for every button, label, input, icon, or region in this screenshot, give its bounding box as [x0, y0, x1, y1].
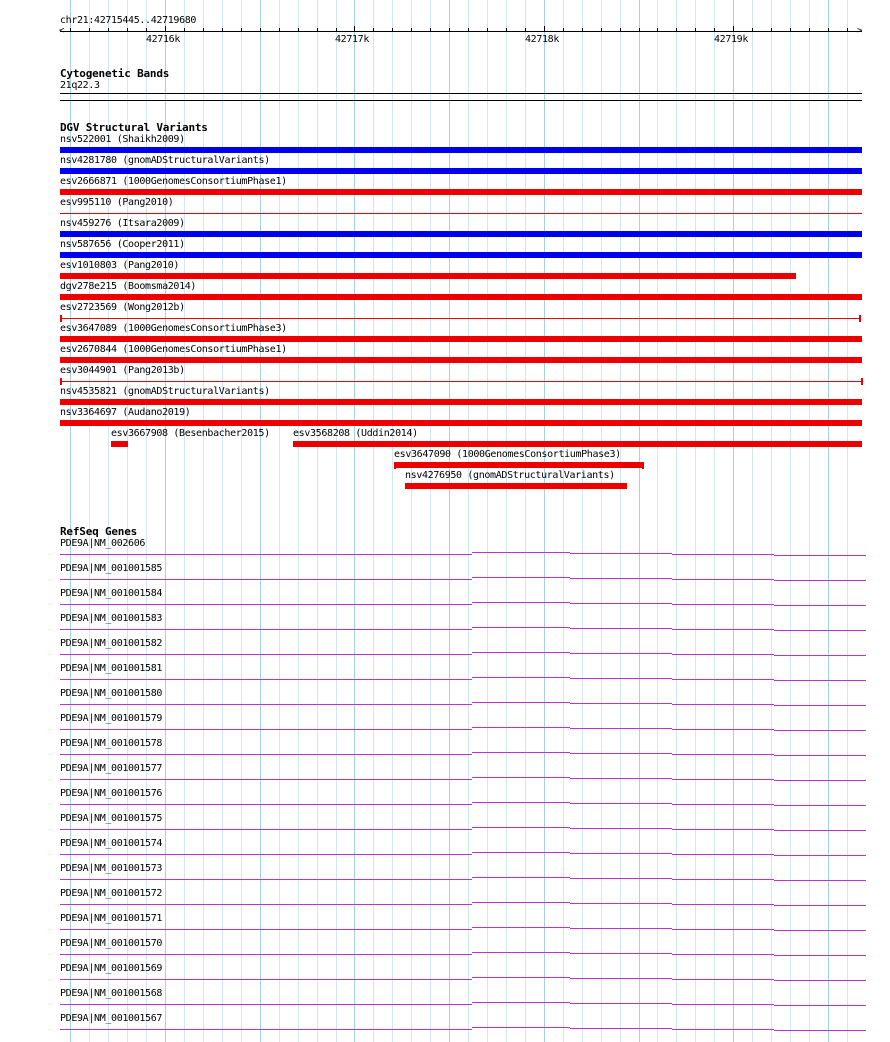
grid-line-major [828, 0, 829, 1042]
ruler-major-tick [544, 26, 545, 32]
gene-line[interactable] [774, 730, 866, 731]
gene-line[interactable] [60, 704, 472, 705]
gene-line[interactable] [672, 1004, 774, 1005]
dgv-feature-bar[interactable] [60, 273, 796, 279]
gene-line[interactable] [570, 1003, 672, 1004]
gene-line[interactable] [472, 852, 570, 853]
gene-line[interactable] [774, 630, 866, 631]
ruler-minor-tick [298, 28, 299, 32]
gene-line[interactable] [472, 1002, 570, 1003]
ruler-minor-tick [317, 28, 318, 32]
ruler-minor-tick [222, 28, 223, 32]
cytoband-track-title: Cytogenetic Bands [60, 67, 170, 80]
gene-label: PDE9A|NM_002606 [60, 538, 146, 549]
gene-line[interactable] [672, 929, 774, 930]
gene-line[interactable] [774, 580, 866, 581]
gene-line[interactable] [60, 779, 472, 780]
gene-line[interactable] [472, 952, 570, 953]
ruler-tick-label: 42717k [335, 34, 370, 45]
dgv-feature-label: esv2723569 (Wong2012b) [60, 302, 185, 313]
gene-label: PDE9A|NM_001001578 [60, 738, 163, 749]
gene-line[interactable] [774, 705, 866, 706]
gene-line[interactable] [672, 629, 774, 630]
dgv-feature-bar[interactable] [60, 213, 862, 214]
gene-line[interactable] [570, 628, 672, 629]
ruler-minor-tick [790, 28, 791, 32]
dgv-feature-bar[interactable] [60, 381, 862, 382]
dgv-feature-label: esv3568208 (Uddin2014) [293, 428, 418, 439]
ruler-minor-tick [582, 28, 583, 32]
grid-line-minor [620, 0, 621, 1042]
gene-label: PDE9A|NM_001001572 [60, 888, 163, 899]
grid-line-minor [411, 0, 412, 1042]
dgv-feature-label: esv2670844 (1000GenomesConsortiumPhase1) [60, 344, 287, 355]
ruler-minor-tick [657, 28, 658, 32]
ruler-minor-tick [487, 28, 488, 32]
gene-line[interactable] [672, 554, 774, 555]
ruler-minor-tick [620, 28, 621, 32]
gene-line[interactable] [60, 629, 472, 630]
gene-line[interactable] [672, 1029, 774, 1030]
gene-label: PDE9A|NM_001001581 [60, 663, 163, 674]
grid-line-minor [695, 0, 696, 1042]
gene-line[interactable] [60, 904, 472, 905]
gene-line[interactable] [60, 754, 472, 755]
ruler-minor-tick [695, 28, 696, 32]
dgv-feature-bar[interactable] [394, 462, 643, 468]
grid-line-minor [525, 0, 526, 1042]
dgv-feature-label: nsv4276950 (gnomADStructuralVariants) [405, 470, 615, 481]
ruler-minor-tick [525, 28, 526, 32]
gene-line[interactable] [672, 904, 774, 905]
gene-line[interactable] [570, 978, 672, 979]
gene-label: PDE9A|NM_001001568 [60, 988, 163, 999]
gene-line[interactable] [774, 805, 866, 806]
dgv-feature-bar[interactable] [60, 399, 862, 405]
dgv-feature-bar[interactable] [60, 294, 862, 300]
ruler-minor-tick [184, 28, 185, 32]
gene-line[interactable] [472, 777, 570, 778]
ruler-major-tick [165, 26, 166, 32]
dgv-feature-label: esv995110 (Pang2010) [60, 197, 174, 208]
grid-line-minor [809, 0, 810, 1042]
gene-line[interactable] [774, 955, 866, 956]
gene-label: PDE9A|NM_001001584 [60, 588, 163, 599]
gene-line[interactable] [774, 1030, 866, 1031]
gene-line[interactable] [672, 854, 774, 855]
ruler-minor-tick [373, 28, 374, 32]
ruler-left-arrow-icon: < [59, 26, 65, 36]
gene-line[interactable] [472, 552, 570, 553]
ruler-minor-tick [279, 28, 280, 32]
gene-line[interactable] [60, 954, 472, 955]
gene-line[interactable] [774, 555, 866, 556]
refseq-track-title: RefSeq Genes [60, 525, 138, 538]
gene-line[interactable] [570, 1028, 672, 1029]
dgv-feature-label: nsv459276 (Itsara2009) [60, 218, 185, 229]
gene-line[interactable] [60, 829, 472, 830]
gene-line[interactable] [60, 679, 472, 680]
ruler-tick-label: 42718k [525, 34, 560, 45]
dgv-feature-bar[interactable] [60, 252, 862, 258]
ruler-minor-tick [563, 28, 564, 32]
gene-label: PDE9A|NM_001001576 [60, 788, 163, 799]
gene-line[interactable] [570, 953, 672, 954]
gene-line[interactable] [472, 802, 570, 803]
gene-line[interactable] [672, 779, 774, 780]
dgv-feature-end-cap [60, 378, 62, 385]
gene-line[interactable] [672, 829, 774, 830]
dgv-feature-label: dgv278e215 (Boomsma2014) [60, 281, 197, 292]
dgv-feature-bar[interactable] [60, 336, 862, 342]
grid-line-minor [657, 0, 658, 1042]
grid-line-minor [487, 0, 488, 1042]
gene-line[interactable] [774, 830, 866, 831]
gene-line[interactable] [60, 879, 472, 880]
dgv-feature-label: nsv4281780 (gnomADStructuralVariants) [60, 155, 270, 166]
ruler-minor-tick [752, 28, 753, 32]
grid-line-minor [601, 0, 602, 1042]
gene-line[interactable] [672, 604, 774, 605]
gene-line[interactable] [472, 602, 570, 603]
gene-line[interactable] [570, 853, 672, 854]
ruler-minor-tick [203, 28, 204, 32]
gene-line[interactable] [472, 677, 570, 678]
gene-line[interactable] [672, 704, 774, 705]
gene-line[interactable] [570, 828, 672, 829]
ruler-minor-tick [241, 28, 242, 32]
grid-line-minor [468, 0, 469, 1042]
ruler-minor-tick [127, 28, 128, 32]
gene-label: PDE9A|NM_001001577 [60, 763, 163, 774]
gene-line[interactable] [570, 703, 672, 704]
dgv-feature-bar[interactable] [405, 483, 627, 489]
gene-label: PDE9A|NM_001001569 [60, 963, 163, 974]
gene-line[interactable] [570, 678, 672, 679]
dgv-feature-label: esv3667908 (Besenbacher2015) [111, 428, 270, 439]
dgv-feature-label: esv3647089 (1000GenomesConsortiumPhase3) [60, 323, 287, 334]
dgv-feature-label: nsv522001 (Shaikh2009) [60, 134, 185, 145]
dgv-feature-end-cap [394, 462, 396, 469]
gene-line[interactable] [60, 654, 472, 655]
gene-line[interactable] [60, 1029, 472, 1030]
gene-label: PDE9A|NM_001001573 [60, 863, 163, 874]
cytoband-bar-top [60, 93, 862, 94]
gene-line[interactable] [570, 753, 672, 754]
grid-line-minor [430, 0, 431, 1042]
dgv-feature-bar[interactable] [60, 147, 862, 153]
gene-line[interactable] [774, 755, 866, 756]
gene-line[interactable] [60, 579, 472, 580]
gene-line[interactable] [570, 803, 672, 804]
grid-line-minor [847, 0, 848, 1042]
dgv-feature-label: esv3647090 (1000GenomesConsortiumPhase3) [394, 449, 621, 460]
gene-label: PDE9A|NM_001001585 [60, 563, 163, 574]
gene-line[interactable] [672, 679, 774, 680]
gene-line[interactable] [472, 902, 570, 903]
ruler-minor-tick [89, 28, 90, 32]
gene-line[interactable] [774, 930, 866, 931]
dgv-feature-bar[interactable] [60, 357, 862, 363]
gene-line[interactable] [60, 804, 472, 805]
gene-label: PDE9A|NM_001001575 [60, 813, 163, 824]
gene-line[interactable] [472, 702, 570, 703]
gene-line[interactable] [672, 979, 774, 980]
grid-line-minor [676, 0, 677, 1042]
gene-line[interactable] [472, 977, 570, 978]
gene-line[interactable] [472, 727, 570, 728]
gene-line[interactable] [774, 780, 866, 781]
gene-line[interactable] [472, 752, 570, 753]
gene-line[interactable] [570, 928, 672, 929]
gene-line[interactable] [672, 879, 774, 880]
grid-line-major [639, 0, 640, 1042]
grid-line-major [733, 0, 734, 1042]
gene-label: PDE9A|NM_001001574 [60, 838, 163, 849]
gene-line[interactable] [672, 804, 774, 805]
ruler-minor-tick [676, 28, 677, 32]
ruler-tick-label: 42719k [714, 34, 749, 45]
grid-line-minor [752, 0, 753, 1042]
gene-line[interactable] [672, 954, 774, 955]
gene-line[interactable] [774, 1005, 866, 1006]
gene-label: PDE9A|NM_001001570 [60, 938, 163, 949]
gene-line[interactable] [774, 855, 866, 856]
grid-line-minor [563, 0, 564, 1042]
dgv-feature-label: nsv587656 (Cooper2011) [60, 239, 185, 250]
dgv-feature-end-cap [642, 462, 644, 469]
ruler-range-label: chr21:42715445..42719680 [60, 15, 197, 26]
grid-line-minor [790, 0, 791, 1042]
gene-label: PDE9A|NM_001001579 [60, 713, 163, 724]
ruler-minor-tick [601, 28, 602, 32]
grid-line-major [544, 0, 545, 1042]
ruler-minor-tick [828, 28, 829, 32]
dgv-feature-bar[interactable] [293, 441, 862, 447]
gene-line[interactable] [672, 579, 774, 580]
gene-line[interactable] [472, 877, 570, 878]
dgv-feature-end-cap [859, 315, 861, 322]
grid-line-minor [582, 0, 583, 1042]
gene-line[interactable] [472, 1027, 570, 1028]
gene-line[interactable] [570, 778, 672, 779]
gene-line[interactable] [774, 680, 866, 681]
ruler-tick-label: 42716k [146, 34, 181, 45]
gene-label: PDE9A|NM_001001580 [60, 688, 163, 699]
dgv-feature-label: esv2666871 (1000GenomesConsortiumPhase1) [60, 176, 287, 187]
ruler-minor-tick [468, 28, 469, 32]
gene-line[interactable] [672, 754, 774, 755]
dgv-feature-label: nsv4535821 (gnomADStructuralVariants) [60, 386, 270, 397]
dgv-track-title: DGV Structural Variants [60, 121, 208, 134]
grid-line-minor [298, 0, 299, 1042]
cytoband-label: 21q22.3 [60, 80, 100, 91]
ruler-axis-line [60, 31, 862, 32]
grid-line-minor [392, 0, 393, 1042]
gene-line[interactable] [570, 903, 672, 904]
grid-line-major [449, 0, 450, 1042]
gene-label: PDE9A|NM_001001582 [60, 638, 163, 649]
dgv-feature-bar[interactable] [60, 318, 860, 319]
dgv-feature-bar[interactable] [60, 420, 862, 426]
grid-line-minor [279, 0, 280, 1042]
gene-line[interactable] [570, 553, 672, 554]
dgv-feature-bar[interactable] [111, 441, 128, 447]
ruler-minor-tick [771, 28, 772, 32]
gene-line[interactable] [570, 603, 672, 604]
ruler-minor-tick [809, 28, 810, 32]
grid-line-minor [336, 0, 337, 1042]
gene-label: PDE9A|NM_001001583 [60, 613, 163, 624]
gene-line[interactable] [672, 729, 774, 730]
gene-line[interactable] [774, 880, 866, 881]
ruler-minor-tick [714, 28, 715, 32]
gene-line[interactable] [60, 554, 472, 555]
cytoband-bar-bottom [60, 100, 862, 101]
gene-line[interactable] [774, 655, 866, 656]
dgv-feature-label: esv1010803 (Pang2010) [60, 260, 180, 271]
ruler-major-tick [733, 26, 734, 32]
gene-line[interactable] [60, 854, 472, 855]
gene-line[interactable] [472, 827, 570, 828]
gene-line[interactable] [672, 654, 774, 655]
dgv-feature-end-cap [60, 315, 62, 322]
gene-line[interactable] [570, 653, 672, 654]
gene-line[interactable] [60, 1004, 472, 1005]
gene-label: PDE9A|NM_001001571 [60, 913, 163, 924]
gene-line[interactable] [570, 728, 672, 729]
dgv-feature-label: esv3044901 (Pang2013b) [60, 365, 185, 376]
dgv-feature-bar[interactable] [60, 168, 862, 174]
ruler-minor-tick [430, 28, 431, 32]
grid-line-minor [317, 0, 318, 1042]
dgv-feature-end-cap [861, 378, 863, 385]
grid-line-minor [771, 0, 772, 1042]
ruler-minor-tick [449, 28, 450, 32]
ruler-minor-tick [336, 28, 337, 32]
gene-line[interactable] [570, 578, 672, 579]
gene-line[interactable] [60, 929, 472, 930]
gene-line[interactable] [472, 652, 570, 653]
gene-line[interactable] [774, 605, 866, 606]
ruler-minor-tick [847, 28, 848, 32]
grid-line-minor [714, 0, 715, 1042]
ruler-minor-tick [392, 28, 393, 32]
ruler-minor-tick [108, 28, 109, 32]
gene-line[interactable] [472, 927, 570, 928]
ruler-right-arrow-icon: > [857, 26, 863, 36]
gene-line[interactable] [472, 627, 570, 628]
grid-line-minor [373, 0, 374, 1042]
gene-line[interactable] [60, 979, 472, 980]
gene-line[interactable] [774, 980, 866, 981]
dgv-feature-label: nsv3364697 (Audano2019) [60, 407, 191, 418]
grid-line-major [354, 0, 355, 1042]
ruler-minor-tick [639, 28, 640, 32]
grid-line-minor [506, 0, 507, 1042]
gene-label: PDE9A|NM_001001567 [60, 1013, 163, 1024]
dgv-feature-bar[interactable] [60, 231, 862, 237]
gene-line[interactable] [472, 577, 570, 578]
ruler-minor-tick [506, 28, 507, 32]
ruler-minor-tick [260, 28, 261, 32]
gene-line[interactable] [60, 604, 472, 605]
gene-line[interactable] [60, 729, 472, 730]
ruler-minor-tick [411, 28, 412, 32]
ruler-minor-tick [146, 28, 147, 32]
gene-line[interactable] [774, 905, 866, 906]
ruler-minor-tick [70, 28, 71, 32]
dgv-feature-bar[interactable] [60, 189, 862, 195]
ruler-major-tick [354, 26, 355, 32]
gene-line[interactable] [570, 878, 672, 879]
